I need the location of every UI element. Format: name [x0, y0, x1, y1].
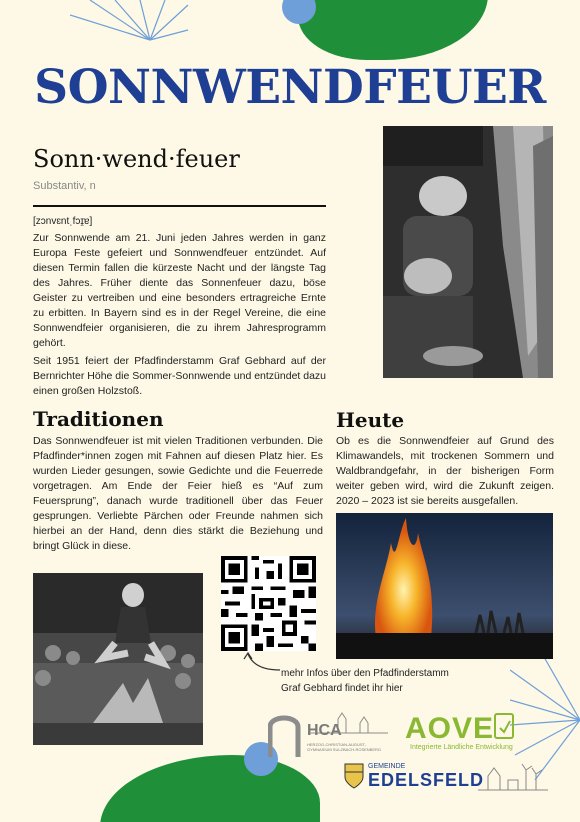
history-paragraph: Seit 1951 feiert der Pfadfinderstamm Graf Gebhard auf der Bernrichter Höhe die Sommer-Sonnwende und entzündet dazu einen großen Holzstoß. — [33, 355, 327, 397]
photo-scouts-building-bonfire — [383, 126, 553, 378]
hca-logo-text: HCA — [307, 722, 342, 739]
dictionary-word: Sonn·wend·feuer — [33, 145, 240, 173]
traditionen-text: Das Sonnwendfeuer ist mit vielen Traditionen verbunden. Die Pfadfinder*innen zogen mit Fahnen auf diesen Platz hier. Es wurden Lieder gesungen, sowie Gedichte und die Feuerrede vorgetragen. Am Ende der Feier hieß es “Auf zum Feuersprung”, danach wurde traditionell über das Feuer gesprungen. Verliebte Pärchen oder Freunde nahmen sich hierbei an der Hand, denn dies stärkt die Beziehung und bringt Glück in diese. — [33, 435, 323, 552]
definition-paragraph: Zur Sonnwende am 21. Juni jeden Jahres werden in ganz Europa Feste gefeiert und Sonnwendfeuer entzündet. Auf diesen Termin fallen die kürzeste Nacht und der längste Tag des Jahres. Früher diente das Sonnenfeuer dazu, böse Geister zu vertreiben und eine besonders ertragreiche Ernte zu erbitten. In Bayern sind es in der Regel Vereine, die eine Sonnwendfeier organisieren, die zu ihrem Jahresprogramm gehört. — [33, 232, 326, 349]
heute-text: Ob es die Sonnwendfeier auf Grund des Klimawandels, mit trockenen Sommern und Waldbrandgefahr, in der bisherigen Form weiter geben wird, wird die Zukunft zeigen. 2020 – 2023 ist sie bereits ausgefallen. — [336, 435, 554, 507]
photo-bonfire-night — [336, 513, 553, 659]
section-heading-traditionen: Traditionen — [33, 407, 164, 431]
aove-logo-text: AOVE — [405, 712, 495, 745]
section-heading-heute: Heute — [336, 408, 405, 432]
divider — [33, 205, 326, 207]
green-blob-top — [298, 0, 488, 60]
hca-logo-subtitle: HERZOG-CHRISTIAN-AUGUST-GYMNASIUM SULZBACH-ROSENBERG — [307, 742, 382, 752]
qr-code[interactable] — [221, 556, 316, 651]
green-blob-bottom — [100, 755, 320, 822]
aove-logo-subtitle: Integrierte Ländliche Entwicklung — [410, 744, 513, 751]
gemeinde-name: EDELSFELD — [368, 770, 485, 790]
qr-caption-line-1: mehr Infos über den Pfadfinderstamm — [281, 668, 449, 679]
qr-caption-line-2: Graf Gebhard findet ihr hier — [281, 683, 403, 694]
sunburst-rays-bottom — [510, 650, 580, 780]
aove-logo-icon — [492, 712, 516, 740]
gemeinde-label: GEMEINDE — [368, 763, 406, 770]
pronunciation: [zɔnvɛntˌfɔɪ̯ɐ] — [33, 216, 93, 227]
part-of-speech: Substantiv, n — [33, 180, 96, 192]
village-skyline-icon — [478, 762, 548, 792]
curved-arrow-icon — [240, 650, 285, 675]
photo-fire-jump — [33, 573, 203, 745]
qr-caption — [281, 666, 481, 696]
coat-of-arms-icon — [344, 763, 364, 789]
sunburst-rays-top — [70, 0, 190, 60]
page-title: SONNWENDFEUER — [34, 60, 546, 115]
